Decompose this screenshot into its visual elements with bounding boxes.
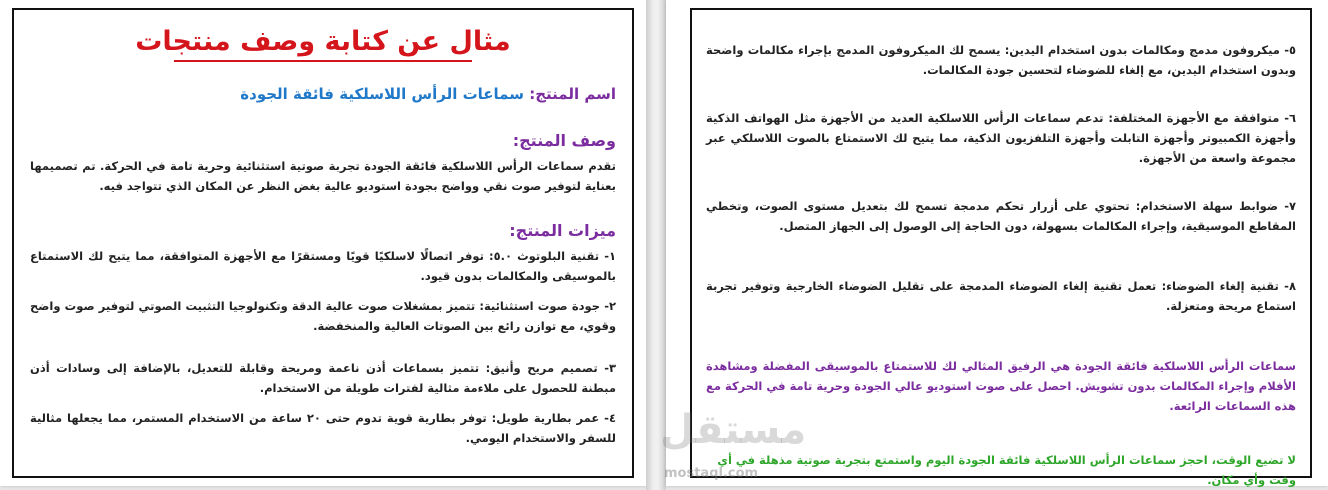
features-heading: ميزات المنتج: bbox=[509, 221, 616, 240]
title-underline bbox=[174, 60, 472, 62]
feature-item: ٨- تقنية إلغاء الضوضاء: تعمل تقنية إلغاء الضوضاء المدمجة على تقليل الضوضاء الخارجية وتوفير تجربة استماع مريحة ومتعزلة. bbox=[706, 279, 1296, 313]
description-heading: وصف المنتج: bbox=[512, 131, 616, 150]
left-page bbox=[0, 0, 646, 486]
product-name-value: سماعات الرأس اللاسلكية فائقة الجودة bbox=[240, 85, 524, 103]
feature-item: ٤- عمر بطارية طويل: توفر بطارية قوية تدوم حتى ٢٠ ساعة من الاستخدام المستمر، مما يجعلها مثالية للسفر والاستخدام اليومي. bbox=[30, 411, 616, 445]
feature-item: ٦- متوافقة مع الأجهزة المختلفة: تدعم سماعات الرأس اللاسلكية العديد من الأجهزة مثل الهواتف الذكية وأجهزة الكمبيوتر وأجهزة التابلت وأجهزة التلفزيون الذكية، مما يتيح لك الاستمتاع بالصوت اللاسلكي عبر مجموعة واسعة من الأجهزة. bbox=[706, 111, 1296, 165]
feature-item: ٥- ميكروفون مدمج ومكالمات بدون استخدام اليدين: يسمح لك الميكروفون المدمج بإجراء مكالمات واضحة وبدون استخدام اليدين، مع إلغاء للضوضاء لتحسين جودة المكالمات. bbox=[706, 43, 1296, 77]
call-to-action: لا تضيع الوقت، احجز سماعات الرأس اللاسلكية فائقة الجودة اليوم واستمتع بتجربة صوتية مذهلة في أي وقت وأي مكان. bbox=[717, 453, 1296, 487]
product-description: تقدم سماعات الرأس اللاسلكية فائقة الجودة تجربة صوتية استثنائية وحرية تامة في الحركة. تم تصميمها بعناية لتوفير صوت نقي وواضح بجودة استوديو عالية بغض النظر عن المكان الذي تتواجد فيه. bbox=[30, 159, 616, 193]
feature-item: ٧- ضوابط سهلة الاستخدام: تحتوي على أزرار تحكم مدمجة تسمح لك بتعديل مستوى الصوت، وتخطي المقاطع الموسيقية، وإجراء المكالمات بسهولة، دون الحاجة إلى الوصول إلى الجهاز المتصل. bbox=[706, 199, 1296, 233]
left-page-border bbox=[12, 8, 634, 478]
document-title: مثال عن كتابة وصف منتجات bbox=[135, 26, 511, 57]
feature-item: ٢- جودة صوت استثنائية: تتميز بمشغلات صوت عالية الدقة وتكنولوجيا التثبيت الصوتي لتوفير صوت واضح وقوي، مع توازن رائع بين الصوتات العالية والمنخفضة. bbox=[30, 299, 616, 333]
watermark-logo: مستقل bbox=[660, 407, 807, 453]
product-name-label: اسم المنتج: bbox=[529, 85, 616, 103]
feature-item: ٣- تصميم مريح وأنيق: تتميز بسماعات أذن ناعمة ومريحة وقابلة للتعديل، بالإضافة إلى وسادات أذن مبطنة للحصول على ملاءمة مثالية لفترات طويلة من الاستخدام. bbox=[30, 361, 616, 395]
feature-item: ١- تقنية البلوتوث ٥.٠: توفر اتصالًا لاسلكيًا قويًا ومستقرًا مع الأجهزة المتوافقة، مما يتيح لك الاستمتاع بالموسيقى والمكالمات بدون قيود. bbox=[30, 249, 616, 283]
watermark-url: mostaql.com bbox=[664, 466, 759, 481]
product-name-line bbox=[30, 84, 616, 104]
product-summary: سماعات الرأس اللاسلكية فائقة الجودة هي الرفيق المثالي لك للاستمتاع بالموسيقى المفضلة ومشاهدة الأفلام وإجراء المكالمات بدون تشويش. احصل على صوت استوديو عالي الجودة وحرية تامة في الحركة مع هذه السماعات الرائعة. bbox=[706, 359, 1296, 413]
